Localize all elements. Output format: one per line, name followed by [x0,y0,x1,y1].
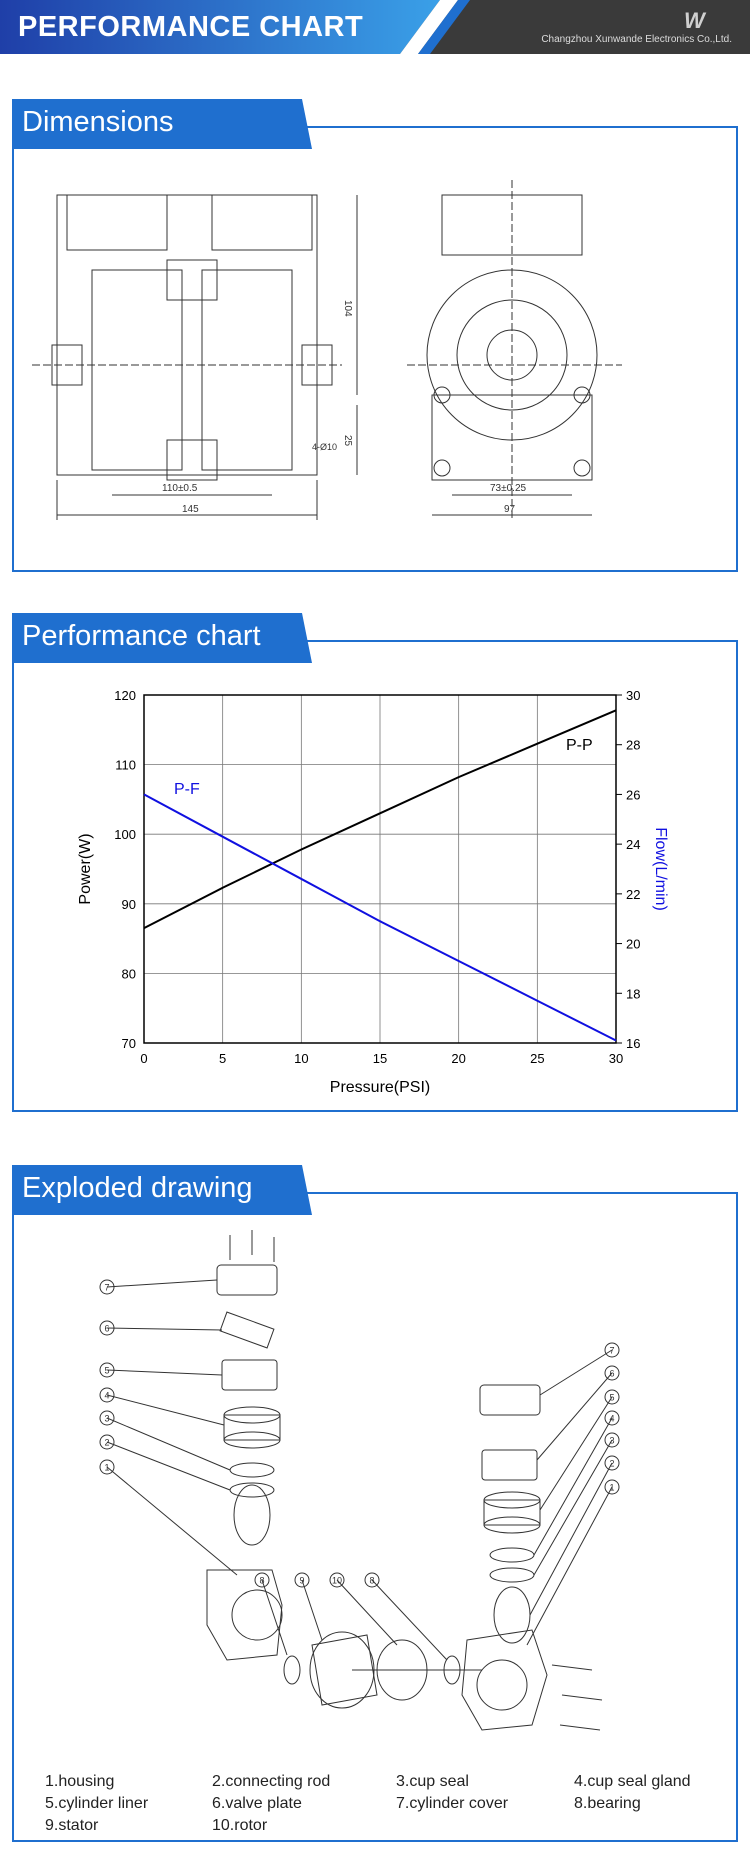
callout-label-r4: 3 [609,1435,615,1446]
x-tick-30: 30 [608,1051,624,1066]
callout-leader-l2 [107,1370,222,1375]
callout-leader-l6 [107,1467,237,1575]
logo-letters: W [684,8,705,32]
dim-front-outer: 97 [504,504,516,515]
callout-leader-r1 [537,1373,615,1460]
x-tick-25: 25 [530,1051,545,1066]
y-tick-labels [114,688,136,1051]
page-title: PERFORMANCE CHART [18,11,364,43]
y2-tick-18: 18 [626,986,641,1002]
x-tick-labels [140,1051,623,1066]
callout-label-l1: 6 [104,1323,110,1334]
dim-front-inner: 73±0.25 [490,483,527,494]
part-legend-10: 10.rotor [212,1817,268,1834]
x-tick-5: 5 [219,1051,227,1066]
dimension-drawings [12,150,738,570]
y-tick-70: 70 [121,1036,136,1051]
callout-label-r0: 7 [609,1345,615,1356]
callout-label-b0: 8 [259,1575,265,1586]
y-tick-80: 80 [121,966,136,982]
series-label-pf: P-F [174,781,200,798]
x-tick-0: 0 [140,1051,148,1066]
y2-tick-22: 22 [626,886,641,902]
y2-tick-24: 24 [626,837,641,853]
callout-label-l0: 7 [104,1282,110,1293]
y2-tick-16: 16 [626,1036,641,1051]
callout-label-r3: 4 [609,1413,615,1424]
part-callouts [100,1280,619,1660]
part-legend-7: 7.cylinder cover [396,1795,509,1812]
callout-leader-b0 [262,1580,287,1655]
motor-parts [284,1632,482,1708]
part-legend-8: 8.bearing [574,1795,641,1812]
callout-label-l2: 5 [104,1365,110,1376]
callout-label-b3: 8 [369,1575,375,1586]
exploded-heading: Exploded drawing [22,1172,253,1204]
part-legend-9: 9.stator [45,1817,99,1834]
part-legend-3: 3.cup seal [396,1773,469,1790]
y-tick-100: 100 [114,827,136,843]
dim-side-small: 4-Ø10 [312,442,338,452]
part-legend-5: 5.cylinder liner [45,1795,149,1812]
x-tick-10: 10 [294,1051,309,1066]
callout-leader-l3 [107,1395,224,1425]
part-legend-1: 1.housing [45,1773,115,1790]
callout-leader-r2 [540,1397,615,1510]
screws [230,1230,602,1745]
y-tick-110: 110 [115,757,136,773]
y-tick-120: 120 [114,688,136,703]
right-pump-head [462,1385,547,1730]
callout-leader-l4 [107,1418,230,1470]
company-name: Changzhou Xunwande Electronics Co.,Ltd. [541,34,732,45]
dimensions-heading: Dimensions [22,106,174,138]
callout-label-r5: 2 [609,1458,615,1469]
callout-label-l6: 1 [104,1462,110,1473]
y2-tick-20: 20 [626,936,641,952]
side-view-drawing [32,195,342,520]
callout-leader-r5 [530,1463,615,1615]
callout-label-l5: 2 [104,1437,110,1448]
dim-front-lower: 25 [342,435,353,447]
x-tick-20: 20 [451,1051,466,1066]
callout-label-r6: 1 [609,1482,615,1493]
y2-tick-26: 26 [626,787,641,803]
dim-front-height: 104 [342,300,353,317]
x-axis-label: Pressure(PSI) [329,1079,431,1096]
dim-side-inner: 110±0.5 [162,483,198,494]
y2-tick-28: 28 [626,737,641,753]
callout-leader-l1 [107,1328,222,1330]
chart-grid [144,695,616,1043]
y-axis-label: Power(W) [77,833,94,905]
part-legend-4: 4.cup seal gland [574,1773,691,1790]
callout-label-l4: 3 [104,1413,110,1424]
callout-label-b2: 10 [331,1575,343,1586]
x-tick-15: 15 [372,1051,388,1066]
callout-label-l3: 4 [104,1390,110,1401]
performance-chart [0,680,750,1100]
dim-side-outer: 145 [182,504,199,515]
y2-tick-labels [616,688,640,1051]
company-logo [680,8,720,37]
callout-label-b1: 9 [299,1575,305,1586]
series-label-pp: P-P [566,737,593,754]
callout-leader-r0 [540,1350,615,1395]
callout-leader-b3 [372,1580,447,1660]
front-view-drawing [357,180,622,520]
y-tick-90: 90 [121,896,136,912]
callout-leader-b1 [302,1580,322,1640]
part-legend-2: 2.connecting rod [212,1773,331,1790]
header-banner [0,0,750,54]
y2-axis-label: Flow(L/min) [652,827,669,911]
callout-label-r2: 5 [609,1392,615,1403]
part-legend-6: 6.valve plate [212,1795,302,1812]
left-pump-head [207,1265,282,1660]
performance-heading: Performance chart [22,620,261,652]
callout-label-r1: 6 [609,1368,615,1379]
callout-leader-l0 [107,1280,217,1287]
callout-leader-r4 [534,1440,615,1575]
y2-tick-30: 30 [626,688,641,703]
exploded-drawing [12,1225,738,1745]
